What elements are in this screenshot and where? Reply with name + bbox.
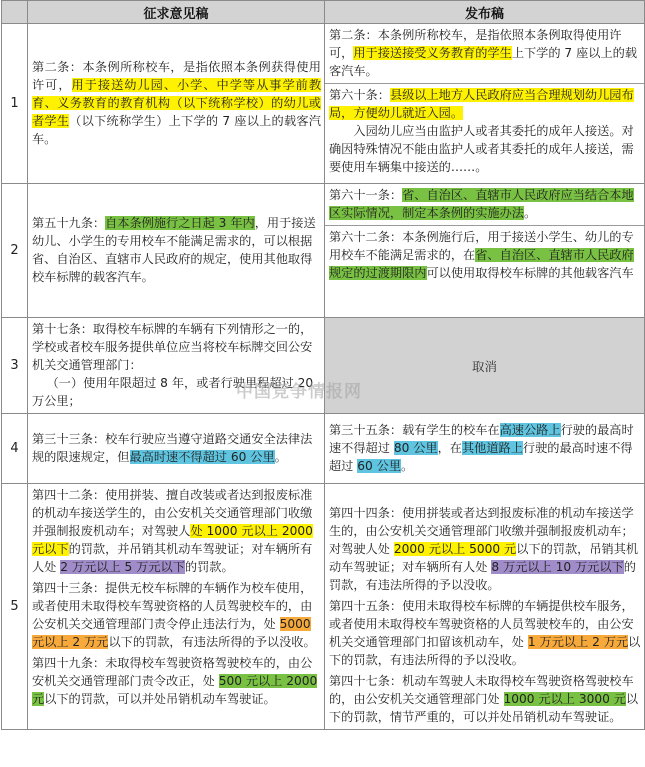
final-cell-cancelled — [325, 318, 645, 414]
text-segment: 可以使用取得校车标牌的其他载客汽车 — [426, 266, 634, 280]
highlight-blue: 80 公里 — [393, 441, 438, 455]
text-segment: ，用于接送幼儿、小学生的专用校车不能满足需求的，可以根据省、自治区、直辖市人民政府的规定，使用其他取得校车标牌的载客汽车。 — [32, 216, 316, 284]
draft-text — [28, 654, 324, 711]
text-segment: 。 — [274, 450, 287, 464]
highlight-yellow: 县级以上地方人民政府应当合理规划幼儿园布局，方便幼儿就近入园。 — [329, 88, 634, 120]
highlight-yellow: 用于接送接受义务教育的学生 — [353, 46, 512, 60]
table-row — [2, 184, 645, 318]
text-segment: 第六十一条： — [329, 188, 403, 202]
text-segment: 第六十条： — [329, 88, 390, 102]
final-text — [325, 184, 644, 225]
final-text — [325, 225, 644, 285]
text-segment: 的罚款，有违法所得的予以没收。 — [329, 560, 636, 592]
table-row — [2, 24, 645, 184]
text-segment: 以下的罚款，吊销其机动车驾驶证；对车辆所有人处 — [329, 542, 639, 574]
cancel-label: 取消 — [471, 358, 497, 374]
draft-text-segment — [32, 322, 312, 372]
final-text — [325, 672, 644, 729]
text-segment: ，在 — [437, 441, 462, 455]
draft-cell — [28, 24, 325, 184]
text-segment: 第三十三条：校车行驶应当遵守道路交通安全法律法规的限速规定，但 — [32, 432, 313, 464]
text-segment: 的罚款。 — [184, 560, 234, 574]
highlight-purple: 8 万元以上 10 万元以下 — [491, 560, 624, 574]
highlight-green: 500 元以上 2000 元 — [32, 674, 318, 706]
highlight-yellow: 用于接送幼儿园、小学、中学等从事学前教育、义务教育的教育机构（以下统称学校）的幼儿或者学生 — [32, 78, 322, 128]
text-segment: 。 — [401, 459, 414, 473]
text-segment: 以下的罚款，有违法所得的予以没收。 — [108, 635, 316, 649]
highlight-green: 省、自治区、直辖市人民政府应当结合本地区实际情况，制定本条例的实施办法 — [329, 188, 634, 220]
text-segment: 第四十三条：提供无校车标牌的车辆作为校车使用，或者使用未取得校车驾驶资格的人员驾驶校车的，由公安机关交通管理部门责令停止违法行为，处 — [32, 581, 313, 631]
text-segment: 以下的罚款，情节严重的，可以并处吊销机动车驾驶证。 — [329, 692, 639, 724]
text-segment: （以下统称学生）上下学的 7 座以上的载客汽车。 — [32, 114, 321, 146]
highlight-blue: 最高时速不得超过 60 公里 — [129, 450, 275, 464]
highlight-blue: 60 公里 — [357, 459, 402, 473]
comparison-table-wrap — [1, 0, 644, 730]
final-text — [325, 24, 644, 83]
highlight-green: 省、自治区、直辖市人民政府规定的过渡期限内 — [329, 248, 634, 280]
final-cell — [325, 24, 645, 184]
highlight-blue: 高速公路上 — [499, 423, 561, 437]
table-row — [2, 318, 645, 414]
final-text — [325, 484, 644, 597]
text-segment: 第十七条：取得校车标牌的车辆有下列情形之一的，学校或者校车服务提供单位应当将校车标牌交回公安机关交通管理部门： — [32, 322, 313, 372]
draft-text — [28, 56, 324, 151]
text-segment: 的罚款，并吊销其机动车驾驶证；对车辆所有人处 — [32, 542, 313, 574]
final-text — [325, 419, 644, 478]
final-cell — [325, 414, 645, 484]
highlight-green: 1000 元以上 3000 元 — [503, 692, 626, 706]
row-number: 1 — [2, 24, 28, 184]
text-segment: 第五十九条： — [32, 216, 106, 230]
draft-text — [28, 318, 324, 413]
text-segment: 以下的罚款，有违法所得的予以没收。 — [329, 635, 641, 667]
final-text — [325, 83, 644, 179]
row-number: 2 — [2, 184, 28, 318]
draft-text — [28, 428, 324, 469]
draft-text — [28, 579, 324, 654]
row-number: 3 — [2, 318, 28, 414]
text-segment: 第二条：本条例所称校车，是指依照本条例取得使用许可， — [329, 28, 622, 60]
header-num — [2, 1, 28, 24]
table-row — [2, 484, 645, 730]
draft-cell — [28, 318, 325, 414]
text-segment: 第三十五条：载有学生的校车在 — [329, 423, 500, 437]
text-segment: 第四十五条：使用未取得校车标牌的车辆提供校车服务，或者使用未取得校车驾驶资格的人员驾驶校车的，由公安机关交通管理部门扣留该机动车，处 — [329, 599, 634, 649]
watermark-text: 中国竞争情报网 — [236, 382, 362, 402]
header-draft: 征求意见稿 — [28, 1, 325, 24]
highlight-orange: 1 万元以上 2 万元 — [527, 635, 629, 649]
final-text — [325, 597, 644, 672]
draft-cell — [28, 414, 325, 484]
final-cell — [325, 184, 645, 318]
text-segment: （一）使用年限超过 8 年，或者行驶里程超过 20 万公里； — [32, 376, 314, 408]
text-segment: 第二条：本条例所称校车，是指依照本条例获得使用许可， — [32, 60, 321, 92]
final-text-paragraph: 入园幼儿应当由监护人或者其委托的成年人接送。对确因特殊情况不能由监护人或者其委托的成年人接送，需要使用车辆集中接送的……。 — [329, 124, 634, 174]
final-cell — [325, 484, 645, 730]
highlight-yellow: 2000 元以上 5000 元 — [393, 542, 517, 556]
text-segment: 第四十二条：使用拼装、擅自改装或者达到报废标准的机动车接送学生的，由公安机关交通管理部门收缴并强制报废机动车；对驾驶人 — [32, 488, 313, 538]
final-text-segment — [329, 88, 634, 120]
text-segment: 第四十四条：使用拼装或者达到报废标准的机动车接送学生的，由公安机关交通管理部门收缴并强制报废机动车；对驾驶人处 — [329, 506, 634, 556]
text-segment: 上下学的 7 座以上的载客汽车。 — [329, 46, 638, 78]
header-final: 发布稿 — [325, 1, 645, 24]
draft-cell — [28, 184, 325, 318]
highlight-orange: 5000 元以上 2 万元 — [32, 617, 311, 649]
highlight-green: 自本条例施行之日起 3 年内 — [105, 216, 255, 230]
highlight-blue: 其他道路上 — [461, 441, 523, 455]
draft-text-item — [32, 374, 321, 410]
highlight-purple: 2 万元以上 5 万元以下 — [60, 560, 185, 574]
text-segment: 第四十七条：机动车驾驶人未取得校车驾驶资格驾驶校车的，由公安机关交通管理部门处 — [329, 674, 634, 706]
comparison-table — [1, 0, 645, 730]
row-number: 4 — [2, 414, 28, 484]
header-row — [2, 1, 645, 24]
row-number: 5 — [2, 484, 28, 730]
text-segment: 行驶的最高时速不得超过 — [329, 441, 633, 473]
text-segment: 第四十九条：未取得校车驾驶资格驾驶校车的，由公安机关交通管理部门责令改正，处 — [32, 656, 313, 688]
draft-text — [28, 212, 324, 289]
text-segment: 第六十二条：本条例施行后，用于接送小学生、幼儿的专用校车不能满足需求的，在 — [329, 230, 634, 262]
text-segment: 行驶的最高时速不得超过 — [329, 423, 634, 455]
text-segment: 。 — [524, 206, 537, 220]
highlight-yellow: 处 1000 元以上 2000 元以下 — [32, 524, 313, 556]
draft-text — [28, 484, 324, 579]
text-segment: 以下的罚款，可以并处吊销机动车驾驶证。 — [44, 692, 276, 706]
table-row — [2, 414, 645, 484]
draft-cell — [28, 484, 325, 730]
